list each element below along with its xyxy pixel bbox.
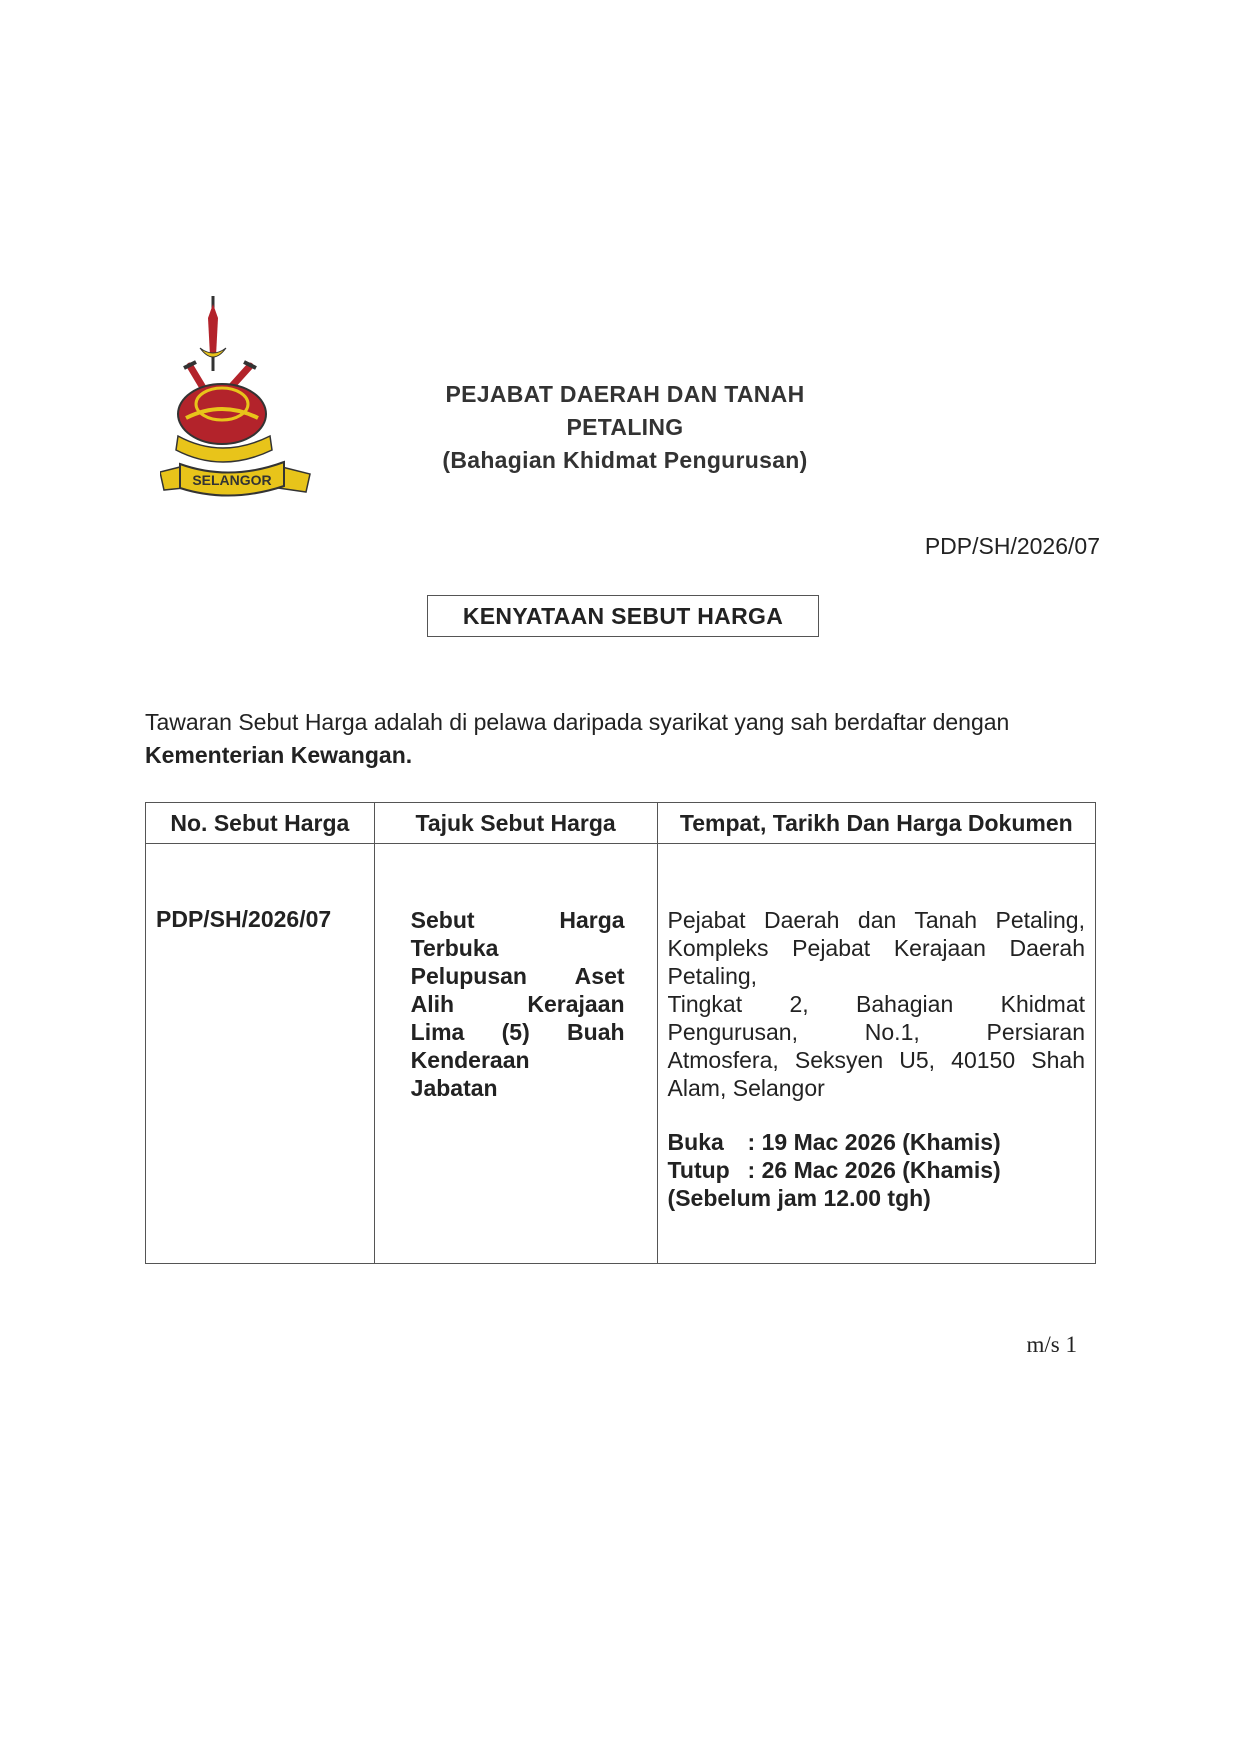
buka-date: : 19 Mac 2026 (Khamis)	[747, 1129, 1001, 1155]
buka-label: Buka	[667, 1129, 724, 1155]
dates-block	[668, 1128, 1085, 1212]
cell-no: PDP/SH/2026/07	[146, 844, 375, 1264]
address-line: Petaling,	[667, 963, 758, 989]
quotation-table	[145, 802, 1096, 1264]
cell-tajuk	[374, 844, 657, 1264]
intro-ministry: Kementerian Kewangan.	[145, 742, 413, 768]
closing-time-note: (Sebelum jam 12.00 tgh)	[667, 1185, 931, 1211]
document-title: KENYATAAN SEBUT HARGA	[427, 595, 819, 637]
tajuk-line: Alih Kerajaan	[410, 991, 625, 1017]
buka-row	[668, 1128, 1085, 1156]
address-line: Kompleks Pejabat Kerajaan Daerah	[667, 935, 1085, 961]
office-name-line2: PETALING	[566, 414, 684, 440]
reference-number: PDP/SH/2026/07	[924, 533, 1100, 559]
tajuk-line: Sebut Harga	[410, 907, 625, 933]
header-tempat: Tempat, Tarikh Dan Harga Dokumen	[657, 803, 1095, 844]
selangor-crest-icon	[160, 296, 315, 506]
address-line: Alam, Selangor	[667, 1075, 825, 1101]
tajuk-line: Terbuka	[410, 935, 499, 961]
header-tajuk: Tajuk Sebut Harga	[374, 803, 657, 844]
tutup-label: Tutup	[667, 1157, 730, 1183]
office-name-line1: PEJABAT DAERAH DAN TANAH	[445, 381, 805, 407]
page-number: m/s 1	[1026, 1332, 1077, 1357]
tutup-row	[668, 1156, 1085, 1184]
intro-paragraph	[145, 706, 1095, 772]
svg-text:SELANGOR: SELANGOR	[192, 472, 272, 488]
tajuk-line: Jabatan	[410, 1075, 498, 1101]
table-header-row	[146, 803, 1096, 844]
office-header	[400, 378, 850, 477]
intro-text: Tawaran Sebut Harga adalah di pelawa daripada syarikat yang sah berdaftar dengan	[145, 709, 1010, 735]
table-row	[146, 844, 1096, 1264]
header-no: No. Sebut Harga	[146, 803, 375, 844]
tajuk-line: Pelupusan Aset	[410, 963, 625, 989]
office-division: (Bahagian Khidmat Pengurusan)	[442, 447, 808, 473]
tajuk-line: Lima (5) Buah	[410, 1019, 625, 1045]
tajuk-line: Kenderaan	[410, 1047, 530, 1073]
cell-tempat	[657, 844, 1095, 1264]
address-line: Atmosfera, Seksyen U5, 40150 Shah	[667, 1047, 1085, 1073]
address-line: Pengurusan, No.1, Persiaran	[667, 1019, 1085, 1045]
address-line: Tingkat 2, Bahagian Khidmat	[667, 991, 1085, 1017]
address-line: Pejabat Daerah dan Tanah Petaling,	[667, 907, 1085, 933]
tutup-date: : 26 Mac 2026 (Khamis)	[747, 1157, 1001, 1183]
